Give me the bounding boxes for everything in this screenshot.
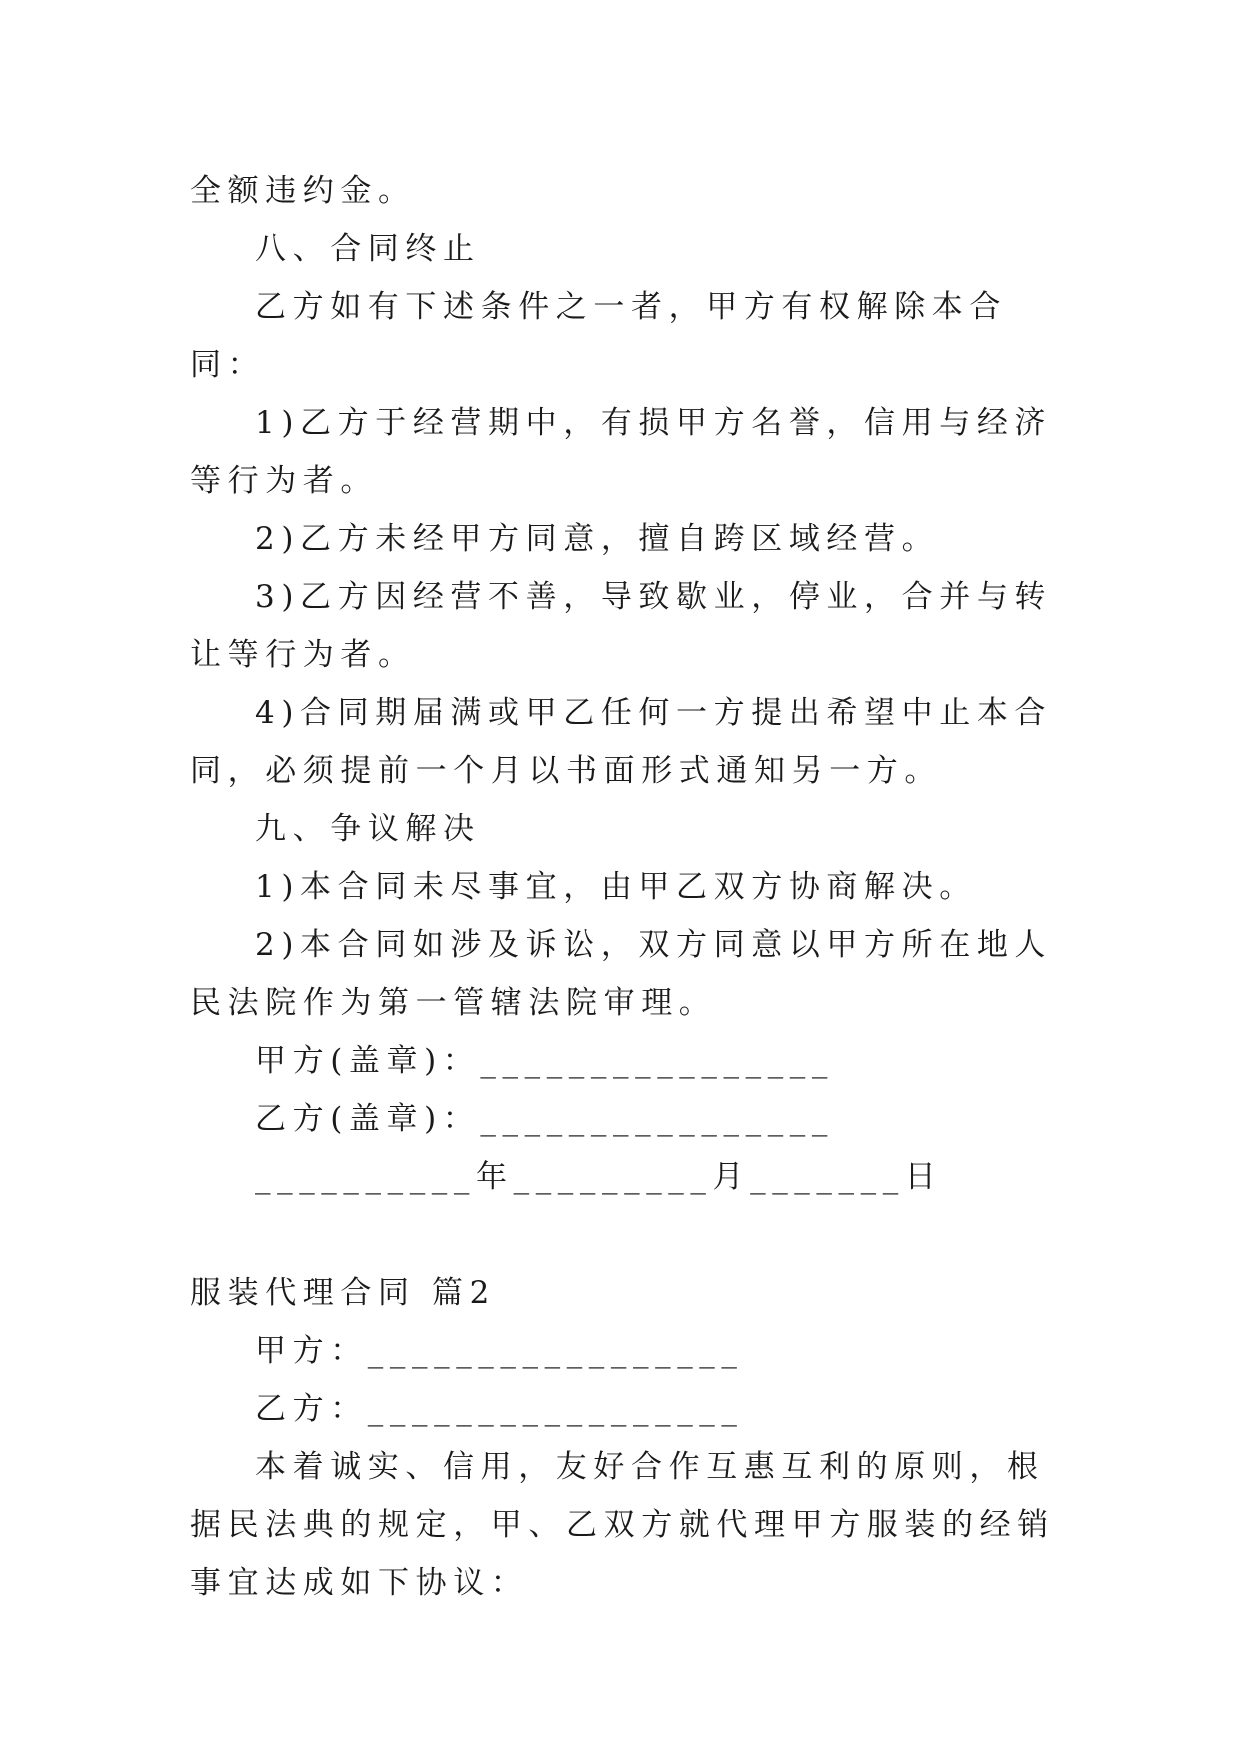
paragraph-preamble: 本着诚实、信用，友好合作互惠互利的原则，根据民法典的规定，甲、乙双方就代理甲方服装的经销事宜达成如下协议： — [190, 1449, 1055, 1601]
list-item-termination-1: 1)乙方于经营期中，有损甲方名誉，信用与经济等行为者。 — [190, 405, 1053, 499]
section-heading-dispute: 九、争议解决 — [255, 811, 481, 847]
list-item-termination-4: 4)合同期届满或甲乙任何一方提出希望中止本合同，必须提前一个月以书面形式通知另一方。 — [190, 695, 1053, 789]
signature-party-a: 甲方(盖章)：________________ — [255, 1043, 834, 1079]
list-item-termination-3: 3)乙方因经营不善，导致歇业，停业，合并与转让等行为者。 — [190, 579, 1053, 673]
section-heading-termination: 八、合同终止 — [255, 231, 481, 267]
paragraph-penalty-end: 全额违约金。 — [190, 173, 416, 209]
paragraph-termination-intro: 乙方如有下述条件之一者，甲方有权解除本合同： — [190, 289, 1007, 383]
contract-title: 服装代理合同 篇2 — [190, 1275, 496, 1311]
list-item-termination-2: 2)乙方未经甲方同意，擅自跨区域经营。 — [255, 521, 940, 557]
signature-party-b: 乙方(盖章)：________________ — [255, 1101, 834, 1137]
list-item-dispute-2: 2)本合同如涉及诉讼，双方同意以甲方所在地人民法院作为第一管辖法院审理。 — [190, 927, 1053, 1021]
list-item-dispute-1: 1)本合同未尽事宜，由甲乙双方协商解决。 — [255, 869, 977, 905]
party-b-field: 乙方：_________________ — [255, 1391, 744, 1427]
signature-date: __________年_________月_______日 — [255, 1159, 943, 1195]
party-a-field: 甲方：_________________ — [255, 1333, 744, 1369]
document-page — [190, 162, 1060, 1612]
